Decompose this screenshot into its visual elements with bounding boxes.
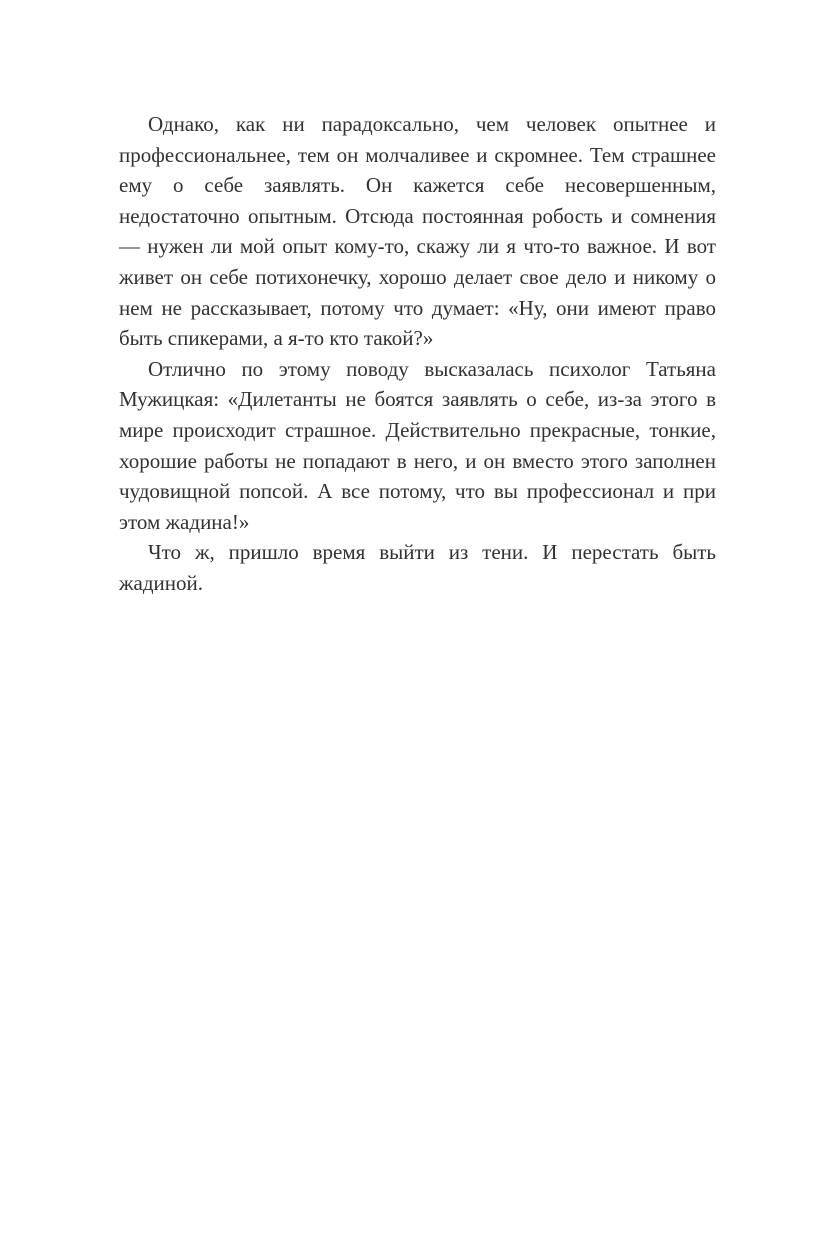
paragraph-3: Что ж, пришло время выйти из тени. И перестать быть жадиной. <box>119 540 716 595</box>
paragraph-2: Отлично по этому поводу высказалась психолог Татьяна Мужицкая: «Дилетанты не боятся заявлять о себе, из-за этого в мире происходит страшное. Действительно прекрасные, тонкие, хорошие работы не попадают в него, и он вместо этого заполнен чудовищной попсой. А все потому, что вы профессионал и при этом жадина!» <box>119 356 716 534</box>
body-text-block <box>119 109 716 599</box>
paragraph-1: Однако, как ни парадоксально, чем человек опытнее и профессиональнее, тем он молчаливее и скромнее. Тем страшнее ему о себе заявлять. Он кажется себе несовершенным, недостаточно опытным. Отсюда постоянная робость и сомнения — нужен ли мой опыт кому-то, скажу ли я что-то важное. И вот живет он себе потихонечку, хорошо делает свое дело и никому о нем не рассказывает, потому что думает: «Ну, они имеют право быть спикерами, а я-то кто такой?» <box>119 112 716 351</box>
